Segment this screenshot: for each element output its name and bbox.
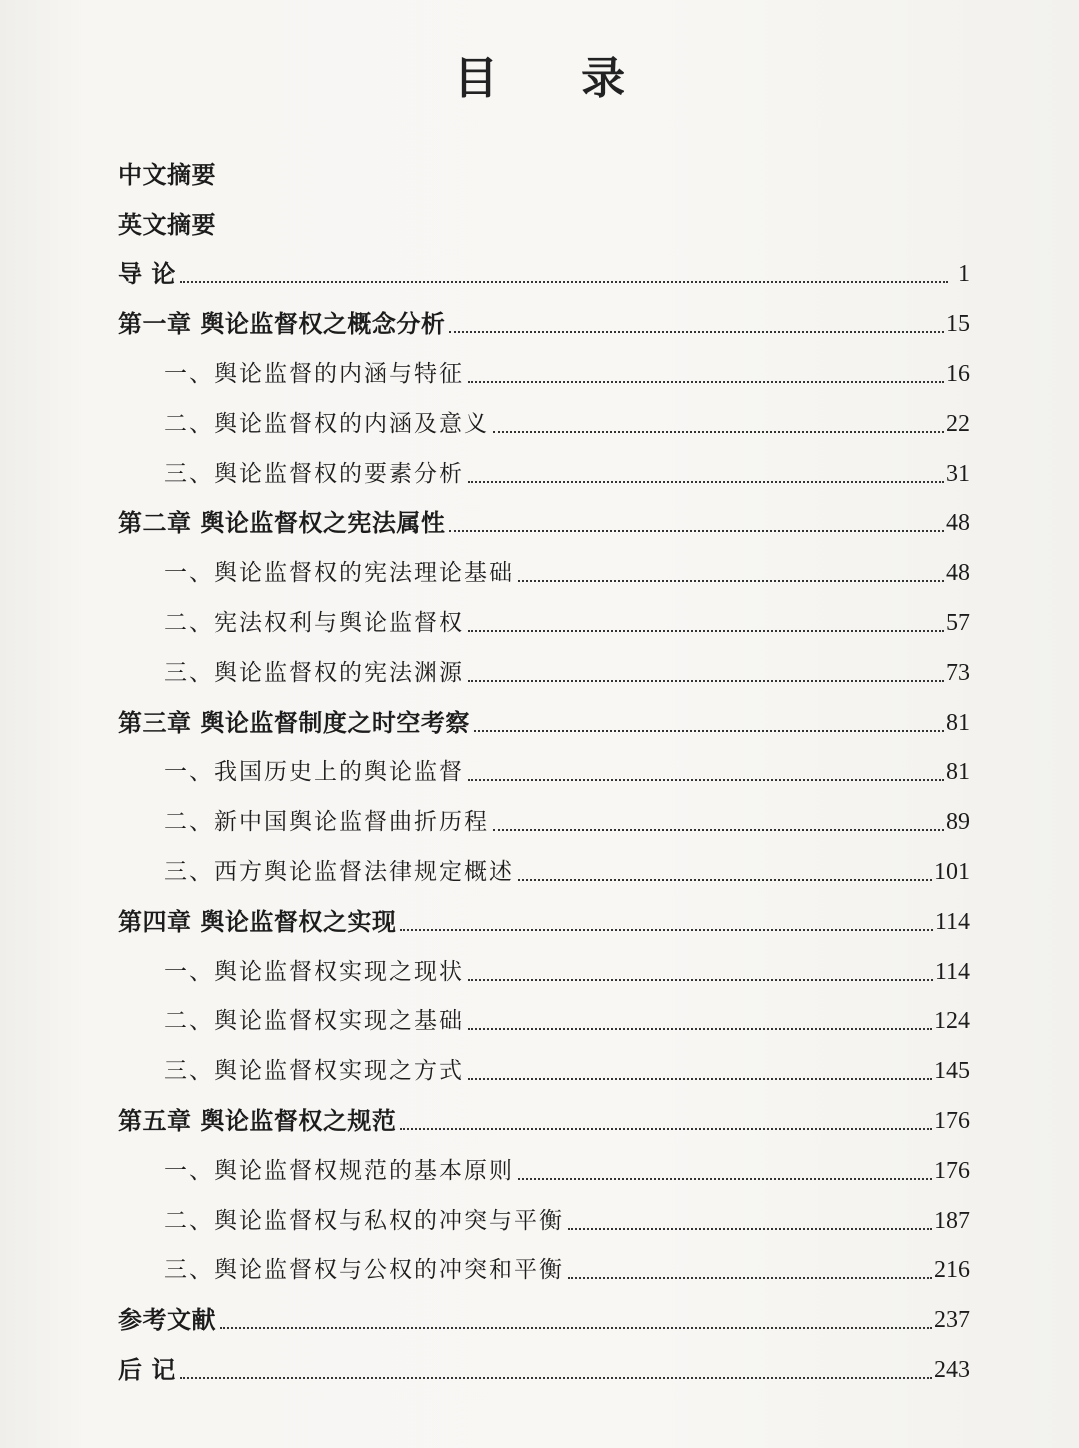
dot-leader (400, 1128, 932, 1130)
dot-leader (220, 1327, 932, 1329)
dot-leader (468, 1078, 932, 1080)
toc-entry-label: 二、舆论监督权与私权的冲突与平衡 (164, 1207, 564, 1234)
toc-entry-label: 第三章 舆论监督制度之时空考察 (118, 708, 470, 737)
toc-entry-page: 1 (958, 261, 970, 288)
toc-entry-page: 145 (934, 1058, 970, 1085)
toc-entry-label: 导 论 (118, 260, 176, 289)
dot-leader (518, 879, 932, 881)
toc-entry-section[interactable] (118, 439, 970, 489)
toc-entry-section[interactable] (118, 1136, 970, 1186)
toc-entry-label: 三、舆论监督权实现之方式 (164, 1058, 464, 1085)
toc-entry-page: 237 (934, 1307, 970, 1334)
toc-entry-section[interactable] (118, 538, 970, 588)
dot-leader (468, 979, 933, 981)
toc-entry-label: 三、舆论监督权的宪法渊源 (164, 659, 464, 686)
toc-entry-references[interactable] (118, 1285, 970, 1335)
dot-leader (468, 779, 944, 781)
toc-entry-label: 一、舆论监督权的宪法理论基础 (164, 560, 514, 587)
toc-entry-label: 二、舆论监督权的内涵及意义 (164, 410, 489, 437)
toc-entry-label: 第五章 舆论监督权之规范 (118, 1106, 397, 1135)
dot-leader (468, 481, 944, 483)
dot-leader (568, 1277, 932, 1279)
toc-entry-chinese-abstract[interactable] (118, 140, 970, 190)
toc-entry-english-abstract[interactable] (118, 190, 970, 240)
toc-entry-page: 73 (946, 659, 970, 686)
dot-leader (474, 730, 944, 732)
toc-entry-label: 英文摘要 (118, 210, 216, 239)
toc-entry-introduction[interactable] (118, 240, 970, 290)
toc-entry-label: 一、舆论监督权实现之现状 (164, 958, 464, 985)
toc-entry-page: 187 (934, 1207, 970, 1234)
toc-entry-page: 176 (934, 1157, 970, 1184)
toc-entry-section[interactable] (118, 389, 970, 439)
toc-entry-page: 48 (946, 510, 970, 537)
toc-entry-label: 三、舆论监督权的要素分析 (164, 460, 464, 487)
toc-entry-section[interactable] (118, 787, 970, 837)
dot-leader (449, 331, 944, 333)
toc-entry-page: 114 (934, 958, 970, 985)
toc-entry-label: 二、新中国舆论监督曲折历程 (164, 809, 489, 836)
dot-leader (468, 1028, 932, 1030)
toc-entry-page: 216 (934, 1257, 970, 1284)
toc-entry-label: 二、舆论监督权实现之基础 (164, 1008, 464, 1035)
toc-entry-page: 101 (934, 858, 970, 885)
toc-entry-label: 第一章 舆论监督权之概念分析 (118, 310, 446, 339)
toc-entry-page: 81 (946, 759, 970, 786)
dot-leader (400, 929, 933, 931)
toc-entry-section[interactable] (118, 339, 970, 389)
toc-entry-page: 57 (946, 609, 970, 636)
dot-leader (518, 1178, 932, 1180)
page-title: 目 录 (453, 53, 660, 104)
toc-entry-section[interactable] (118, 1236, 970, 1286)
table-of-contents (118, 140, 970, 1385)
toc-entry-page: 124 (934, 1008, 970, 1035)
toc-entry-label: 后 记 (118, 1355, 176, 1384)
toc-entry-section[interactable] (118, 837, 970, 887)
toc-entry-section[interactable] (118, 987, 970, 1037)
toc-entry-label: 一、我国历史上的舆论监督 (164, 759, 464, 786)
dot-leader (468, 381, 944, 383)
toc-entry-label: 参考文献 (118, 1306, 216, 1335)
dot-leader (180, 281, 948, 283)
toc-entry-section[interactable] (118, 638, 970, 688)
toc-entry-page: 48 (946, 560, 970, 587)
toc-entry-label: 一、舆论监督权规范的基本原则 (164, 1157, 514, 1184)
dot-leader (493, 829, 944, 831)
toc-entry-label: 三、西方舆论监督法律规定概述 (164, 858, 514, 885)
toc-entry-postscript[interactable] (118, 1335, 970, 1385)
dot-leader (468, 630, 944, 632)
toc-entry-section[interactable] (118, 937, 970, 987)
toc-entry-label: 三、舆论监督权与公权的冲突和平衡 (164, 1257, 564, 1284)
toc-entry-section[interactable] (118, 1186, 970, 1236)
toc-entry-page: 15 (946, 311, 970, 338)
toc-entry-page: 114 (934, 908, 970, 935)
toc-entry-section[interactable] (118, 1036, 970, 1086)
toc-entry-label: 第四章 舆论监督权之实现 (118, 907, 397, 936)
toc-entry-label: 一、舆论监督的内涵与特征 (164, 360, 464, 387)
toc-entry-page: 16 (946, 360, 970, 387)
dot-leader (518, 580, 944, 582)
toc-entry-label: 二、宪法权利与舆论监督权 (164, 609, 464, 636)
toc-entry-page: 22 (946, 410, 970, 437)
toc-entry-page: 176 (934, 1107, 970, 1134)
toc-entry-chapter-5[interactable] (118, 1086, 970, 1136)
toc-entry-chapter-2[interactable] (118, 489, 970, 539)
toc-entry-page: 89 (946, 809, 970, 836)
toc-entry-section[interactable] (118, 588, 970, 638)
toc-entry-section[interactable] (118, 738, 970, 788)
toc-entry-chapter-1[interactable] (118, 289, 970, 339)
toc-entry-chapter-3[interactable] (118, 688, 970, 738)
dot-leader (568, 1228, 932, 1230)
toc-entry-label: 第二章 舆论监督权之宪法属性 (118, 509, 446, 538)
toc-entry-page: 31 (946, 460, 970, 487)
toc-entry-page: 81 (946, 709, 970, 736)
dot-leader (180, 1377, 932, 1379)
dot-leader (468, 680, 944, 682)
dot-leader (493, 431, 944, 433)
toc-entry-chapter-4[interactable] (118, 887, 970, 937)
dot-leader (449, 530, 944, 532)
toc-entry-label: 中文摘要 (118, 160, 216, 189)
toc-entry-page: 243 (934, 1356, 970, 1383)
